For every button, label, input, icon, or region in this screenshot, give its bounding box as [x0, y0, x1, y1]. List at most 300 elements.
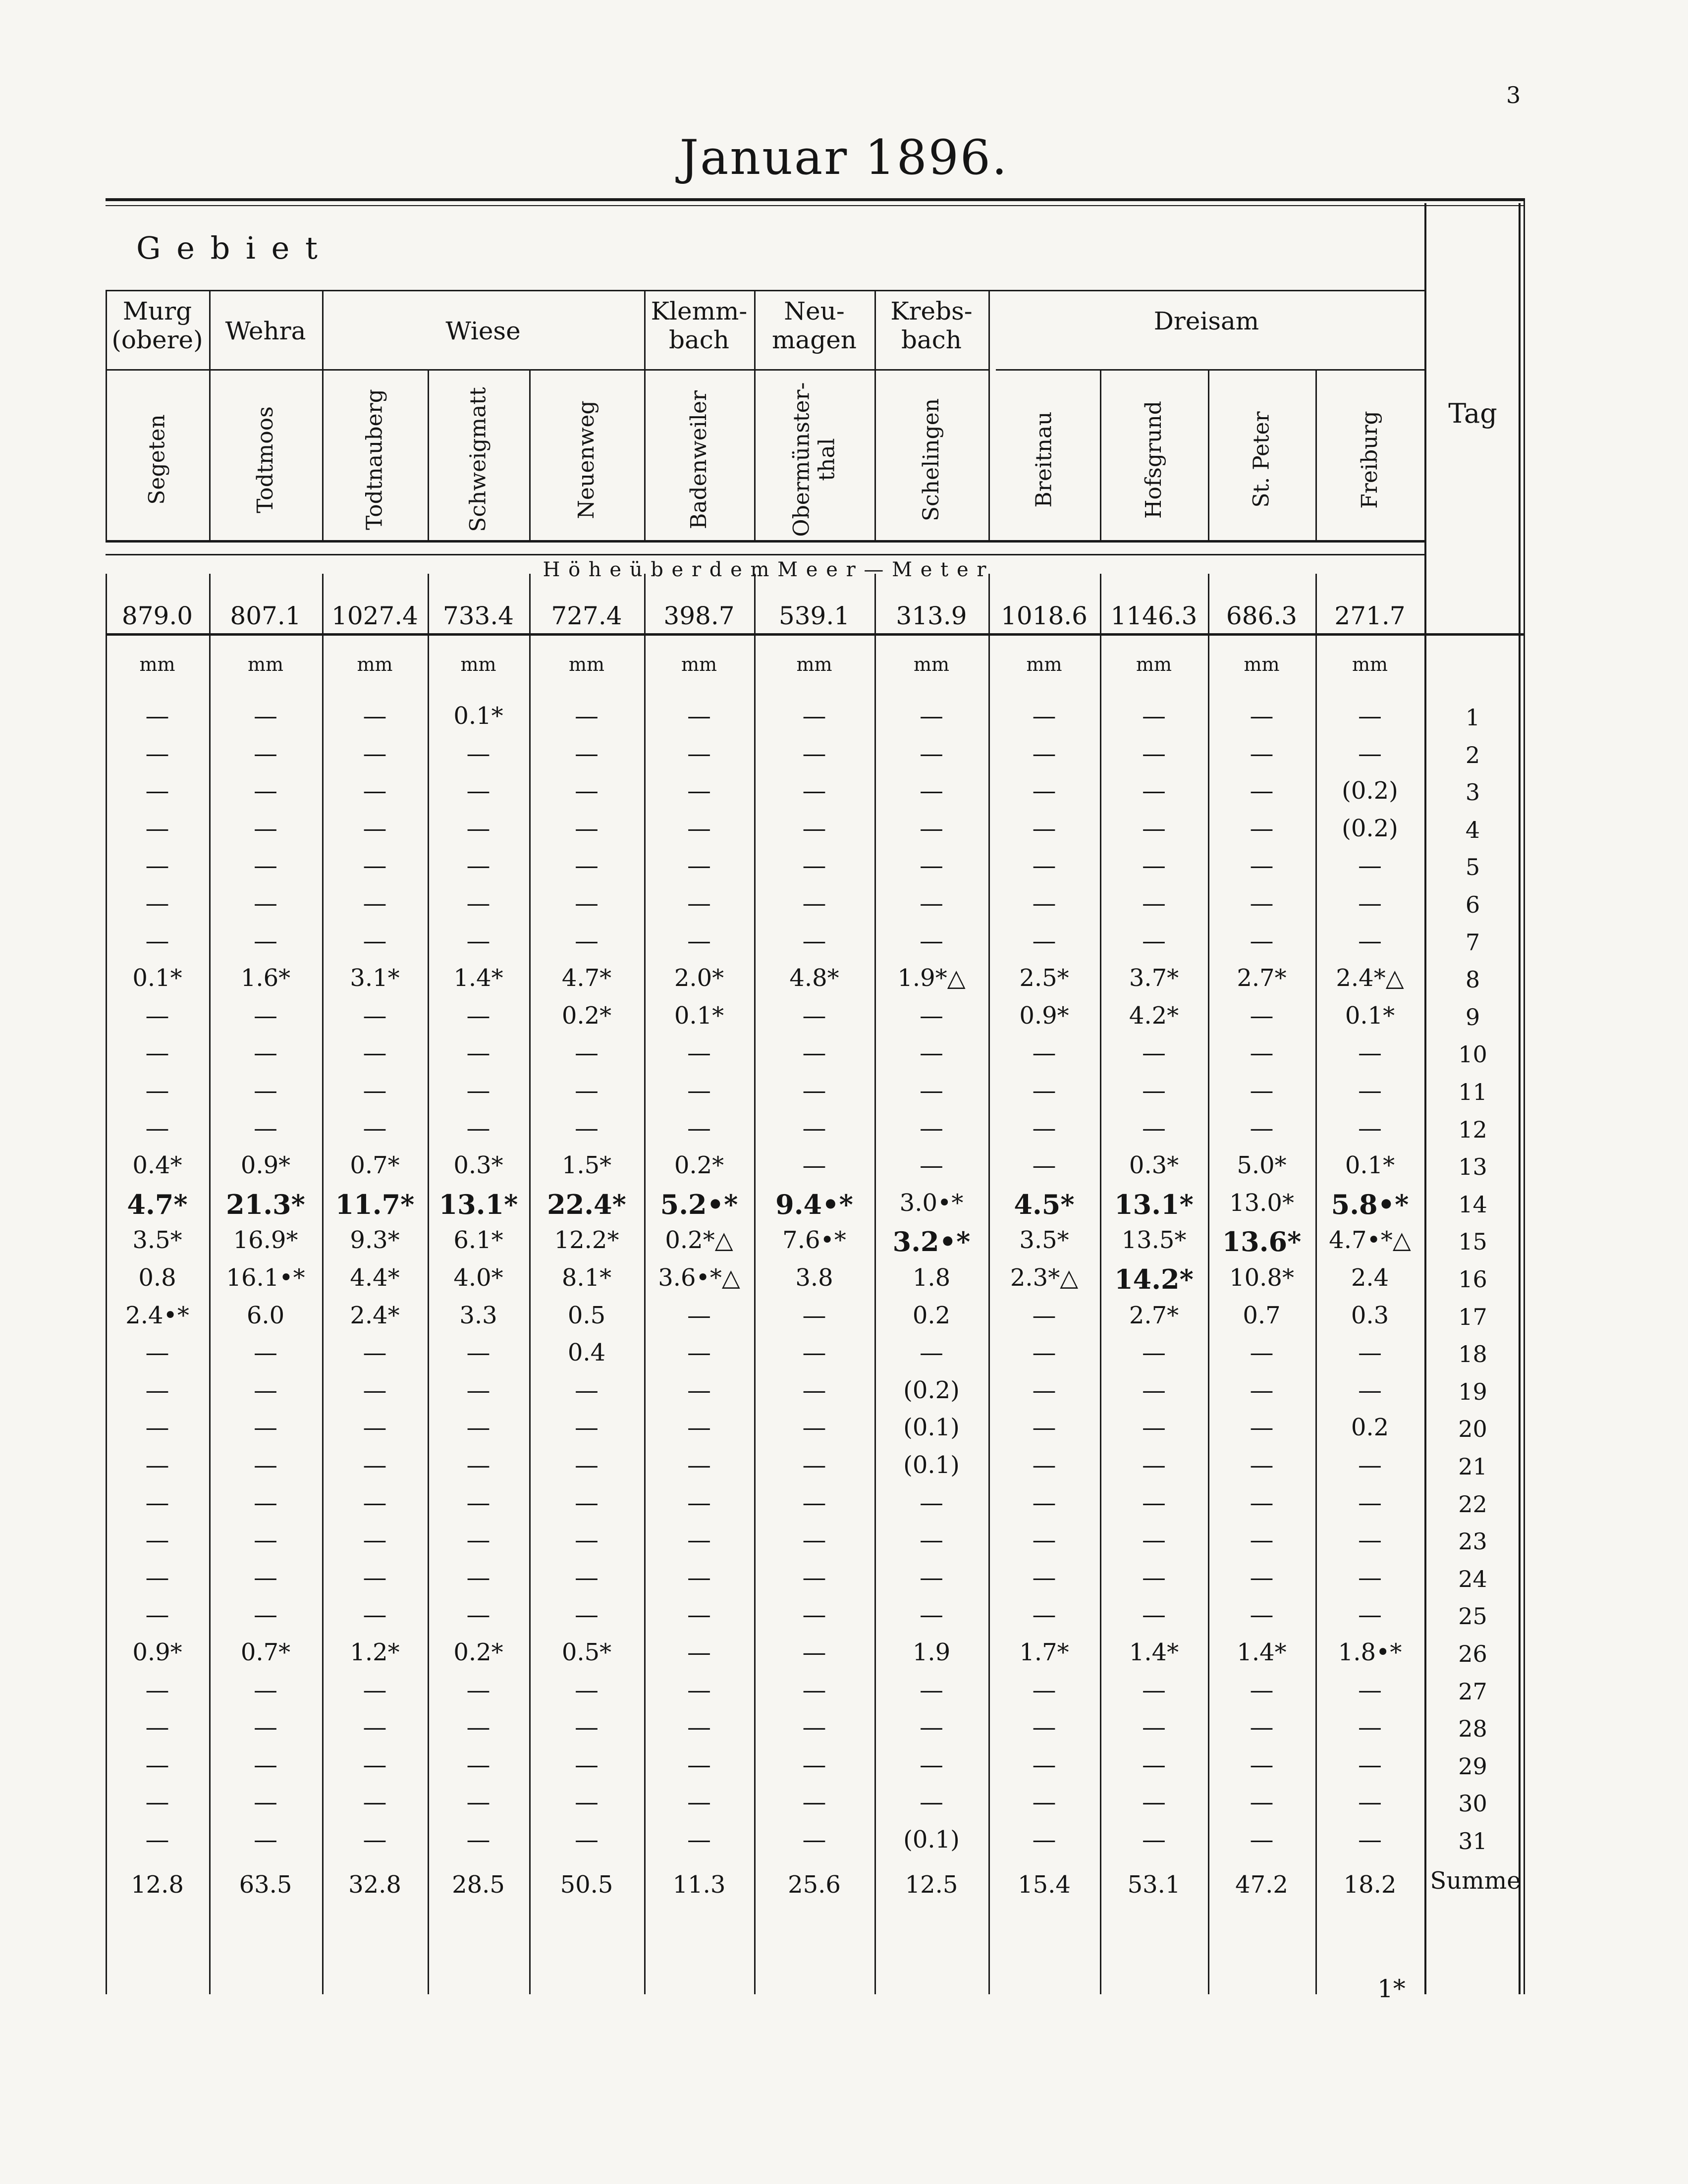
value-9-24: —	[1032, 1563, 1056, 1591]
value-10-3: —	[1142, 777, 1166, 805]
station-name-4: Schweigmatt	[465, 387, 491, 532]
value-1-10: —	[145, 1039, 169, 1067]
value-4-26: 0.2*	[453, 1638, 503, 1666]
value-7-9: —	[802, 1001, 826, 1030]
value-12-27: —	[1358, 1676, 1382, 1704]
region-1: Murg (obere)	[111, 297, 203, 354]
value-8-12: —	[920, 1114, 943, 1142]
station-name-7: Obermünster- thal	[788, 382, 839, 537]
value-2-21: —	[254, 1451, 277, 1479]
value-4-28: —	[466, 1713, 490, 1742]
rule-height-top	[106, 554, 1424, 555]
value-10-12: —	[1142, 1114, 1166, 1142]
value-11-15: 13.6*	[1222, 1226, 1302, 1258]
rule-top-thin	[106, 205, 1525, 206]
value-11-13: 5.0*	[1237, 1151, 1287, 1180]
value-9-29: —	[1032, 1750, 1056, 1779]
rule-region-1	[644, 369, 754, 371]
value-2-7: —	[254, 927, 277, 955]
value-8-23: —	[920, 1526, 943, 1554]
region-5: Neu- magen	[771, 297, 857, 354]
value-12-20: 0.2	[1351, 1414, 1389, 1442]
value-4-23: —	[466, 1526, 490, 1554]
value-8-28: —	[920, 1713, 943, 1742]
value-6-23: —	[687, 1526, 711, 1554]
value-9-21: —	[1032, 1451, 1056, 1479]
station-height-4: 733.4	[442, 601, 514, 630]
value-3-18: —	[363, 1339, 387, 1367]
value-7-31: —	[802, 1826, 826, 1854]
value-10-10: —	[1142, 1039, 1166, 1067]
value-8-1: —	[920, 702, 943, 730]
value-12-11: —	[1358, 1077, 1382, 1104]
value-4-21: —	[466, 1451, 490, 1479]
value-7-24: —	[802, 1563, 826, 1591]
value-2-1: —	[254, 702, 277, 730]
unit-9: mm	[1026, 654, 1062, 675]
value-9-11: —	[1032, 1077, 1056, 1104]
value-6-17: —	[687, 1301, 711, 1329]
value-12-10: —	[1358, 1039, 1382, 1067]
value-4-1: 0.1*	[453, 702, 503, 730]
value-11-9: —	[1250, 1001, 1274, 1030]
value-6-1: —	[687, 702, 711, 730]
value-5-19: —	[575, 1376, 599, 1404]
day-16: 16	[1458, 1266, 1487, 1293]
value-4-16: 4.0*	[453, 1264, 503, 1292]
value-11-11: —	[1250, 1077, 1274, 1104]
day-27: 27	[1458, 1678, 1487, 1705]
value-10-14: 13.1*	[1114, 1188, 1194, 1220]
value-6-22: —	[687, 1488, 711, 1517]
value-5-9: 0.2*	[561, 1001, 612, 1030]
value-11-8: 2.7*	[1237, 964, 1287, 992]
value-9-28: —	[1032, 1713, 1056, 1742]
region-7: Dreisam	[1153, 307, 1259, 335]
value-3-15: 9.3*	[350, 1226, 400, 1255]
value-2-2: —	[254, 739, 277, 767]
day-23: 23	[1458, 1528, 1487, 1555]
value-11-1: —	[1250, 702, 1274, 730]
value-7-11: —	[802, 1077, 826, 1104]
value-7-20: —	[802, 1414, 826, 1442]
value-3-19: —	[363, 1376, 387, 1404]
value-5-5: —	[575, 852, 599, 880]
value-3-2: —	[363, 739, 387, 767]
unit-10: mm	[1136, 654, 1172, 675]
value-9-26: 1.7*	[1019, 1638, 1069, 1666]
day-22: 22	[1458, 1490, 1487, 1518]
station-name-1: Segeten	[144, 414, 170, 505]
value-1-26: 0.9*	[132, 1638, 182, 1666]
rule-dreisam-bottom	[996, 369, 1424, 371]
value-6-11: —	[687, 1077, 711, 1104]
value-5-25: —	[575, 1601, 599, 1629]
value-8-11: —	[920, 1077, 943, 1104]
value-3-23: —	[363, 1526, 387, 1554]
value-5-2: —	[575, 739, 599, 767]
station-height-5: 727.4	[551, 601, 622, 630]
value-8-7: —	[920, 927, 943, 955]
value-6-12: —	[687, 1114, 711, 1142]
value-7-15: 7.6•*	[782, 1226, 846, 1255]
value-6-16: 3.6•*△	[658, 1264, 740, 1292]
unit-1: mm	[139, 654, 175, 675]
value-2-11: —	[254, 1077, 277, 1104]
value-1-9: —	[145, 1001, 169, 1030]
value-1-5: —	[145, 852, 169, 880]
value-12-28: —	[1358, 1713, 1382, 1742]
day-13: 13	[1458, 1153, 1487, 1181]
rule-region-5	[209, 369, 322, 371]
value-11-2: —	[1250, 739, 1274, 767]
day-1: 1	[1465, 704, 1480, 731]
value-12-29: —	[1358, 1750, 1382, 1779]
value-3-22: —	[363, 1488, 387, 1517]
value-1-21: —	[145, 1451, 169, 1479]
value-11-30: —	[1250, 1788, 1274, 1816]
value-1-15: 3.5*	[132, 1226, 182, 1255]
value-8-30: —	[920, 1788, 943, 1816]
value-1-7: —	[145, 927, 169, 955]
value-8-17: 0.2	[912, 1301, 951, 1329]
value-8-14: 3.0•*	[899, 1189, 964, 1217]
value-3-12: —	[363, 1114, 387, 1142]
value-6-8: 2.0*	[674, 964, 724, 992]
value-6-4: —	[687, 814, 711, 842]
unit-8: mm	[913, 654, 950, 675]
value-5-21: —	[575, 1451, 599, 1479]
value-6-6: —	[687, 889, 711, 917]
value-8-21: (0.1)	[903, 1451, 960, 1479]
value-2-4: —	[254, 814, 277, 842]
value-9-19: —	[1032, 1376, 1056, 1404]
value-10-1: —	[1142, 702, 1166, 730]
value-5-18: 0.4	[567, 1339, 606, 1367]
value-8-3: —	[920, 777, 943, 805]
day-20: 20	[1458, 1416, 1487, 1443]
value-12-3: (0.2)	[1342, 777, 1398, 805]
value-4-30: —	[466, 1788, 490, 1816]
value-6-26: —	[687, 1638, 711, 1666]
value-7-29: —	[802, 1750, 826, 1779]
value-7-22: —	[802, 1488, 826, 1517]
unit-4: mm	[460, 654, 496, 675]
value-3-16: 4.4*	[350, 1264, 400, 1292]
day-25: 25	[1458, 1603, 1487, 1630]
value-11-14: 13.0*	[1229, 1189, 1294, 1217]
value-2-29: —	[254, 1750, 277, 1779]
day-7: 7	[1465, 928, 1480, 956]
value-7-12: —	[802, 1114, 826, 1142]
value-9-16: 2.3*△	[1010, 1264, 1079, 1292]
day-18: 18	[1458, 1341, 1487, 1368]
value-10-24: —	[1142, 1563, 1166, 1591]
station-height-12: 271.7	[1334, 601, 1406, 630]
value-10-6: —	[1142, 889, 1166, 917]
sum-6: 11.3	[672, 1871, 726, 1899]
value-7-27: —	[802, 1676, 826, 1704]
value-10-28: —	[1142, 1713, 1166, 1742]
value-8-5: —	[920, 852, 943, 880]
value-8-15: 3.2•*	[892, 1226, 971, 1258]
value-12-16: 2.4	[1351, 1264, 1389, 1292]
value-9-9: 0.9*	[1019, 1001, 1069, 1030]
value-7-8: 4.8*	[789, 964, 839, 992]
value-9-25: —	[1032, 1601, 1056, 1629]
value-12-21: —	[1358, 1451, 1382, 1479]
value-11-22: —	[1250, 1488, 1274, 1517]
value-10-31: —	[1142, 1826, 1166, 1854]
value-11-24: —	[1250, 1563, 1274, 1591]
value-7-4: —	[802, 814, 826, 842]
value-11-6: —	[1250, 889, 1274, 917]
sum-10: 53.1	[1127, 1871, 1181, 1899]
value-5-27: —	[575, 1676, 599, 1704]
value-12-14: 5.8•*	[1331, 1188, 1409, 1220]
value-9-30: —	[1032, 1788, 1056, 1816]
value-7-13: —	[802, 1151, 826, 1180]
value-12-24: —	[1358, 1563, 1382, 1591]
station-name-9: Breitnau	[1031, 411, 1057, 508]
value-9-17: —	[1032, 1301, 1056, 1329]
value-7-5: —	[802, 852, 826, 880]
station-height-11: 686.3	[1226, 601, 1298, 630]
value-3-10: —	[363, 1039, 387, 1067]
day-3: 3	[1465, 779, 1480, 806]
value-6-25: —	[687, 1601, 711, 1629]
value-6-29: —	[687, 1750, 711, 1779]
unit-5: mm	[568, 654, 605, 675]
value-3-27: —	[363, 1676, 387, 1704]
value-12-12: —	[1358, 1114, 1382, 1142]
value-3-1: —	[363, 702, 387, 730]
value-9-3: —	[1032, 777, 1056, 805]
station-name-10: Hofsgrund	[1141, 400, 1166, 519]
value-7-2: —	[802, 739, 826, 767]
value-3-28: —	[363, 1713, 387, 1742]
value-7-21: —	[802, 1451, 826, 1479]
day-29: 29	[1458, 1752, 1487, 1780]
value-12-19: —	[1358, 1376, 1382, 1404]
value-2-23: —	[254, 1526, 277, 1554]
rule-top	[106, 198, 1525, 201]
day-5: 5	[1465, 854, 1480, 881]
value-1-4: —	[145, 814, 169, 842]
value-10-4: —	[1142, 814, 1166, 842]
value-5-15: 12.2*	[554, 1226, 619, 1255]
value-4-3: —	[466, 777, 490, 805]
value-10-18: —	[1142, 1339, 1166, 1367]
day-4: 4	[1465, 816, 1480, 843]
value-1-12: —	[145, 1114, 169, 1142]
value-3-31: —	[363, 1826, 387, 1854]
value-7-10: —	[802, 1039, 826, 1067]
region-2: Wehra	[225, 317, 306, 345]
value-2-19: —	[254, 1376, 277, 1404]
rule-v-tag	[1424, 203, 1426, 1994]
value-8-18: —	[920, 1339, 943, 1367]
sum-4: 28.5	[452, 1871, 505, 1899]
value-2-12: —	[254, 1114, 277, 1142]
value-5-7: —	[575, 927, 599, 955]
value-4-31: —	[466, 1826, 490, 1854]
day-17: 17	[1458, 1303, 1487, 1330]
value-3-25: —	[363, 1601, 387, 1629]
value-2-30: —	[254, 1788, 277, 1816]
day-31: 31	[1458, 1828, 1487, 1855]
value-1-2: —	[145, 739, 169, 767]
unit-3: mm	[357, 654, 393, 675]
value-12-5: —	[1358, 852, 1382, 880]
value-11-4: —	[1250, 814, 1274, 842]
value-2-13: 0.9*	[240, 1151, 291, 1180]
value-3-5: —	[363, 852, 387, 880]
value-4-2: —	[466, 739, 490, 767]
value-9-14: 4.5*	[1014, 1188, 1075, 1220]
value-4-8: 1.4*	[453, 964, 503, 992]
station-name-5: Neuenweg	[573, 400, 599, 519]
value-1-24: —	[145, 1563, 169, 1591]
value-5-4: —	[575, 814, 599, 842]
value-7-26: —	[802, 1638, 826, 1666]
value-12-9: 0.1*	[1345, 1001, 1395, 1030]
value-6-5: —	[687, 852, 711, 880]
value-8-16: 1.8	[912, 1264, 951, 1292]
value-6-31: —	[687, 1826, 711, 1854]
station-height-9: 1018.6	[1001, 601, 1088, 630]
sum-11: 47.2	[1235, 1871, 1288, 1899]
value-8-29: —	[920, 1750, 943, 1779]
value-5-31: —	[575, 1826, 599, 1854]
value-6-24: —	[687, 1563, 711, 1591]
sheet-mark: 1*	[1377, 1974, 1406, 2003]
value-10-11: —	[1142, 1077, 1166, 1104]
value-9-15: 3.5*	[1019, 1226, 1069, 1255]
value-4-10: —	[466, 1039, 490, 1067]
value-12-17: 0.3	[1351, 1301, 1389, 1329]
value-7-28: —	[802, 1713, 826, 1742]
value-11-10: —	[1250, 1039, 1274, 1067]
value-11-31: —	[1250, 1826, 1274, 1854]
value-6-15: 0.2*△	[665, 1226, 733, 1255]
value-3-4: —	[363, 814, 387, 842]
station-height-1: 879.0	[121, 601, 193, 630]
value-12-1: —	[1358, 702, 1382, 730]
value-3-20: —	[363, 1414, 387, 1442]
value-11-26: 1.4*	[1237, 1638, 1287, 1666]
value-10-19: —	[1142, 1376, 1166, 1404]
sum-5: 50.5	[560, 1871, 613, 1899]
value-2-8: 1.6*	[240, 964, 291, 992]
value-2-31: —	[254, 1826, 277, 1854]
value-1-3: —	[145, 777, 169, 805]
value-3-11: —	[363, 1077, 387, 1104]
value-6-28: —	[687, 1713, 711, 1742]
rule-v-right	[1524, 198, 1525, 1994]
value-2-18: —	[254, 1339, 277, 1367]
value-6-30: —	[687, 1788, 711, 1816]
value-8-9: —	[920, 1001, 943, 1030]
value-6-9: 0.1*	[674, 1001, 724, 1030]
value-5-8: 4.7*	[561, 964, 612, 992]
value-10-20: —	[1142, 1414, 1166, 1442]
value-11-5: —	[1250, 852, 1274, 880]
value-4-9: —	[466, 1001, 490, 1030]
station-name-11: St. Peter	[1249, 411, 1274, 508]
day-28: 28	[1458, 1715, 1487, 1743]
station-name-8: Schelingen	[918, 398, 944, 521]
value-3-13: 0.7*	[350, 1151, 400, 1180]
value-4-18: —	[466, 1339, 490, 1367]
value-9-5: —	[1032, 852, 1056, 880]
value-4-4: —	[466, 814, 490, 842]
value-12-26: 1.8•*	[1338, 1638, 1402, 1666]
value-5-17: 0.5	[567, 1301, 606, 1329]
station-name-2: Todtmoos	[252, 406, 278, 513]
day-12: 12	[1458, 1116, 1487, 1143]
value-2-6: —	[254, 889, 277, 917]
value-1-22: —	[145, 1488, 169, 1517]
value-8-31: (0.1)	[903, 1826, 960, 1854]
value-10-17: 2.7*	[1129, 1301, 1179, 1329]
value-5-16: 8.1*	[561, 1264, 612, 1292]
value-1-13: 0.4*	[132, 1151, 182, 1180]
value-1-6: —	[145, 889, 169, 917]
value-2-22: —	[254, 1488, 277, 1517]
value-1-17: 2.4•*	[125, 1301, 189, 1329]
value-10-8: 3.7*	[1129, 964, 1179, 992]
value-5-24: —	[575, 1563, 599, 1591]
value-3-21: —	[363, 1451, 387, 1479]
value-5-13: 1.5*	[561, 1151, 612, 1180]
value-9-22: —	[1032, 1488, 1056, 1517]
value-8-13: —	[920, 1151, 943, 1180]
station-height-6: 398.7	[663, 601, 735, 630]
value-10-16: 14.2*	[1114, 1263, 1194, 1295]
value-8-24: —	[920, 1563, 943, 1591]
value-10-21: —	[1142, 1451, 1166, 1479]
value-2-27: —	[254, 1676, 277, 1704]
value-4-12: —	[466, 1114, 490, 1142]
value-12-23: —	[1358, 1526, 1382, 1554]
value-7-25: —	[802, 1601, 826, 1629]
day-header: Tag	[1448, 398, 1497, 429]
value-2-14: 21.3*	[226, 1188, 305, 1220]
value-7-3: —	[802, 777, 826, 805]
value-1-28: —	[145, 1713, 169, 1742]
value-4-22: —	[466, 1488, 490, 1517]
value-9-10: —	[1032, 1039, 1056, 1067]
value-5-28: —	[575, 1713, 599, 1742]
value-8-22: —	[920, 1488, 943, 1517]
value-1-31: —	[145, 1826, 169, 1854]
value-5-12: —	[575, 1114, 599, 1142]
value-11-20: —	[1250, 1414, 1274, 1442]
value-12-4: (0.2)	[1342, 814, 1398, 842]
value-12-30: —	[1358, 1788, 1382, 1816]
value-5-22: —	[575, 1488, 599, 1517]
value-11-27: —	[1250, 1676, 1274, 1704]
unit-12: mm	[1352, 654, 1388, 675]
value-1-1: —	[145, 702, 169, 730]
rule-values-top	[106, 633, 1525, 636]
value-6-2: —	[687, 739, 711, 767]
value-11-18: —	[1250, 1339, 1274, 1367]
value-4-5: —	[466, 852, 490, 880]
value-9-8: 2.5*	[1019, 964, 1069, 992]
value-4-20: —	[466, 1414, 490, 1442]
